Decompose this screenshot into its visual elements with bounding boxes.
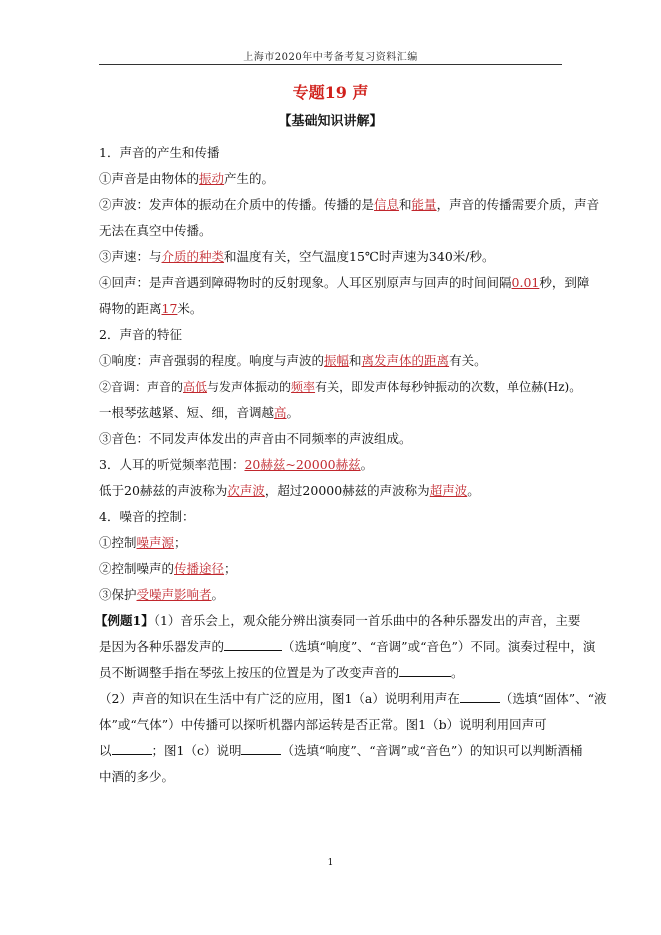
s1-line-3: 无法在真空中传播。	[99, 223, 212, 238]
text: 。	[451, 665, 464, 680]
answer-high: 高	[274, 405, 287, 420]
answer-infrasound: 次声波	[227, 483, 265, 498]
text: （选填“响度”、“音调”或“音色”）的知识可以判断酒桶	[281, 743, 583, 758]
text: 有关，即发声体每秒钟振动的次数，单位赫(Hz)。	[315, 380, 582, 394]
s2-line-2	[99, 374, 582, 400]
example-line-2	[99, 634, 596, 660]
text: ③声速：与	[99, 249, 162, 264]
answer-blank-3	[460, 688, 500, 703]
text: ③保护	[99, 587, 137, 602]
header-rule	[99, 64, 562, 65]
answer-vibration: 振动	[199, 171, 225, 186]
text: （选填“固体”、“液	[499, 691, 607, 706]
answer-blank-2	[399, 662, 451, 677]
section-2-heading: 2．声音的特征	[99, 327, 182, 342]
text: ②音调：声音的	[99, 380, 184, 394]
answer-echo-interval: 0.01	[511, 275, 540, 290]
text: （选填“响度”、“音调”或“音色”）不同。演奏过程中，演	[282, 639, 596, 654]
text: ，声音的传播需要介质，声音	[436, 197, 600, 212]
s1-line-6	[99, 296, 567, 322]
example-label: 【例题1】	[95, 613, 154, 628]
answer-affected-person: 受噪声影响者	[136, 587, 212, 602]
text: ①声音是由物体的	[99, 171, 200, 186]
text: 和	[349, 353, 362, 368]
s4-line-1	[99, 530, 567, 556]
example-line-4	[99, 686, 607, 712]
text: 米。	[177, 301, 203, 316]
text: 3．人耳的听觉频率范围：	[99, 457, 245, 472]
text: ；图1（c）说明	[151, 743, 242, 758]
text: 。	[360, 457, 374, 472]
s1-line-4	[99, 244, 567, 270]
text: 有关。	[449, 353, 487, 368]
text: ②声波：发声体的振动在介质中的传播。传播的是	[99, 197, 375, 212]
text: 产生的。	[224, 171, 275, 186]
answer-hearing-range: 20赫兹~20000赫兹	[244, 457, 361, 472]
text: 低于20赫兹的声波称为	[99, 483, 228, 498]
text: （2）声音的知识在生活中有广泛的应用，图1（a）说明利用声在	[99, 691, 460, 706]
answer-source-distance: 离发声体的距离	[361, 353, 450, 368]
text: 。	[467, 483, 480, 498]
answer-energy: 能量	[411, 197, 437, 212]
text: 秒，到障	[539, 275, 590, 290]
s2-line-4: ③音色：不同发声体发出的声音由不同频率的声波组成。	[99, 431, 412, 446]
example-line-6	[99, 738, 583, 764]
text: ；	[224, 561, 237, 576]
s4-line-2	[99, 556, 567, 582]
section-1-heading: 1．声音的产生和传播	[99, 145, 220, 160]
answer-medium-type: 介质的种类	[161, 249, 225, 264]
example-line-1	[95, 608, 581, 634]
text: 。	[286, 405, 300, 420]
s4-line-3	[99, 582, 567, 608]
answer-blank-5	[241, 740, 281, 755]
text: 碍物的距离	[99, 301, 162, 316]
example-line-5: 体”或“气体”）中传播可以探听机器内部运转是否正常。图1（b）说明利用回声可	[99, 717, 547, 732]
document-body	[95, 140, 607, 790]
text: 以	[99, 743, 112, 758]
s2-line-3	[99, 400, 567, 426]
text: 和温度有关，空气温度15℃时声速为340米/秒。	[224, 249, 495, 264]
answer-blank-4	[112, 740, 152, 755]
answer-amplitude: 振幅	[324, 353, 350, 368]
answer-noise-source: 噪声源	[136, 535, 175, 550]
answer-distance: 17	[161, 301, 178, 316]
answer-information: 信息	[374, 197, 400, 212]
text: ②控制噪声的	[99, 561, 175, 576]
text: ①响度：声音强弱的程度。响度与声波的	[99, 353, 325, 368]
example-line-3	[99, 660, 567, 686]
section-4-heading: 4．噪音的控制：	[99, 509, 195, 524]
answer-pitch-level: 高低	[183, 380, 208, 394]
page-number: 1	[327, 858, 334, 868]
section-subtitle: 【基础知识讲解】	[278, 114, 383, 129]
text: 和	[399, 197, 412, 212]
text: ①控制	[99, 535, 137, 550]
text: （1）音乐会上，观众能分辨出演奏同一首乐曲中的各种乐器发出的声音，主要	[153, 613, 581, 628]
s1-line-1	[99, 166, 567, 192]
text: 与发声体振动的	[207, 380, 292, 394]
answer-frequency: 频率	[291, 380, 316, 394]
text: 是因为各种乐器发声的	[99, 639, 225, 654]
answer-propagation-path: 传播途径	[174, 561, 225, 576]
s1-line-2	[99, 192, 600, 218]
s1-line-5	[99, 270, 590, 296]
answer-ultrasound: 超声波	[429, 483, 468, 498]
text: ，超过20000赫兹的声波称为	[264, 483, 430, 498]
page-header: 上海市2020年中考备考复习资料汇编	[243, 52, 418, 63]
text: ④回声：是声音遇到障碍物时的反射现象。人耳区别原声与回声的时间间隔	[99, 275, 512, 290]
text: 。	[211, 587, 225, 602]
s3-line-1	[99, 478, 567, 504]
text: ；	[174, 535, 187, 550]
text: 一根琴弦越紧、短、细，音调越	[99, 405, 275, 420]
answer-blank-1	[224, 636, 282, 651]
example-line-7: 中酒的多少。	[99, 769, 175, 784]
text: 员不断调整手指在琴弦上按压的位置是为了改变声音的	[99, 665, 400, 680]
page-title: 专题19 声	[292, 83, 369, 102]
s2-line-1	[99, 348, 567, 374]
section-3-heading	[99, 452, 567, 478]
